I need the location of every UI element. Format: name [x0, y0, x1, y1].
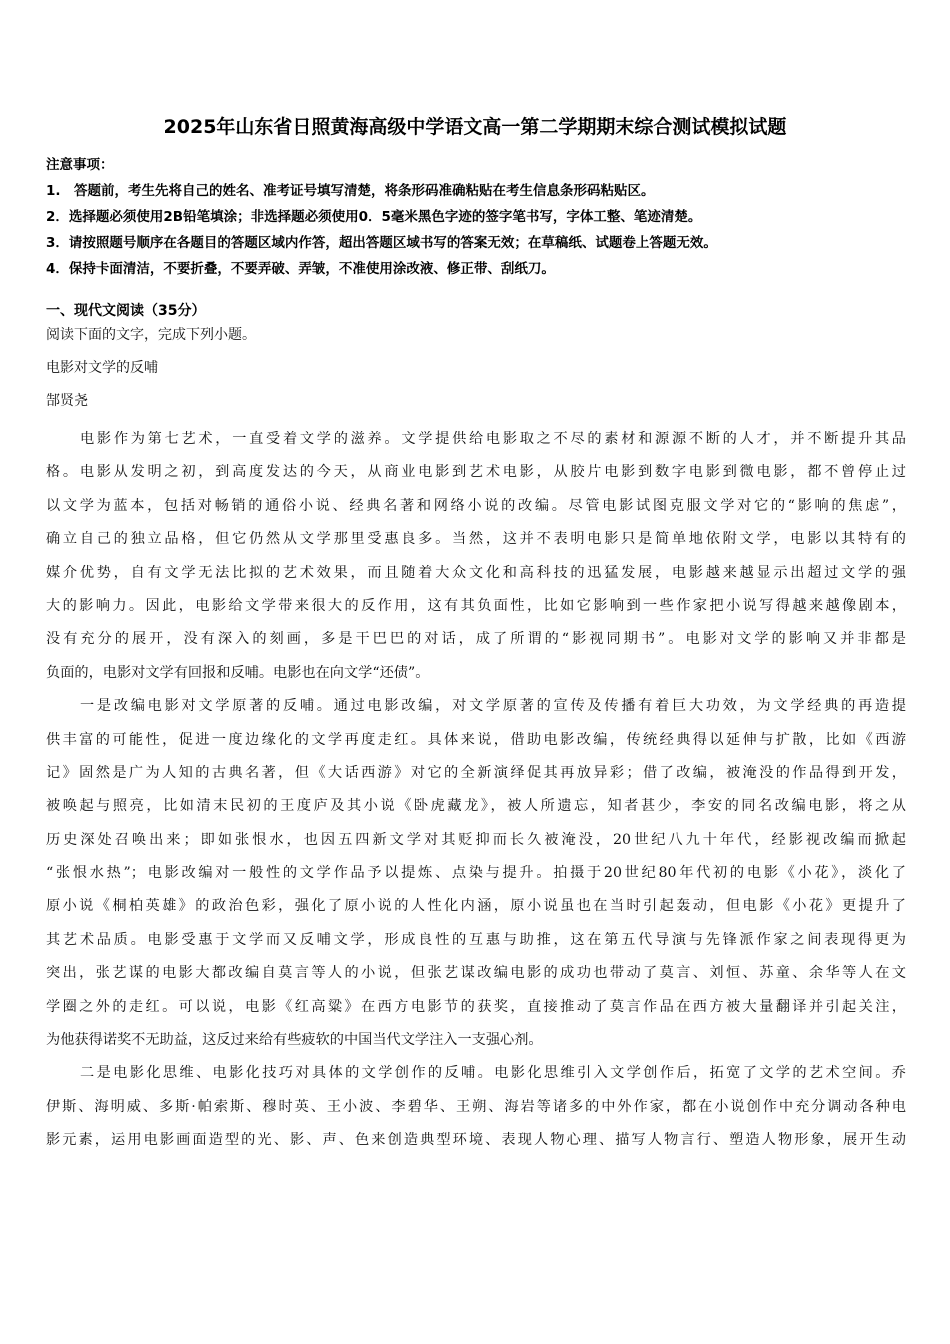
notice-heading: 注意事项：: [46, 157, 114, 173]
text-line: 影元素，运用电影画面造型的光、影、声、色来创造典型环境、表现人物心理、描写人物言行、塑造人物形象，展开生动: [46, 1132, 906, 1149]
article-title: 电影对文学的反哺: [46, 360, 158, 376]
text-line: 一是改编电影对文学原著的反哺。通过电影改编，对文学原著的宣传及传播有着巨大功效，为文学经典的再造提: [80, 698, 906, 715]
text-line: 负面的，电影对文学有回报和反哺。电影也在向文学“还债”。: [46, 664, 430, 681]
text-line: 供丰富的可能性，促进一度边缘化的文学再度走红。具体来说，借助电影改编，传统经典得以延伸与扩散，比如《西游: [46, 731, 906, 748]
text-line: 大的影响力。因此，电影给文学带来很大的反作用，这有其负面性，比如它影响到一些作家把小说写得越来越像剧本，: [46, 597, 906, 614]
text-line: 其艺术品质。电影受惠于文学而又反哺文学，形成良性的互惠与助推，这在第五代导演与先锋派作家之间表现得更为: [46, 931, 906, 948]
text-line: 二是电影化思维、电影化技巧对具体的文学创作的反哺。电影化思维引入文学创作后，拓宽了文学的艺术空间。乔: [80, 1065, 906, 1082]
text-line: 以文学为蓝本，包括对畅销的通俗小说、经典名著和网络小说的改编。尽管电影试图克服文学对它的“影响的焦虑”，: [46, 497, 906, 514]
notice-block: [46, 152, 916, 282]
text-line: 历史深处召唤出来；即如张恨水，也因五四新文学对其贬抑而长久被淹没，20世纪八九十年代，经影视改编而掀起: [46, 831, 906, 848]
article-body: [46, 425, 906, 1160]
text-line: “张恨水热”；电影改编对一般性的文学作品予以提炼、点染与提升。拍摄于20世纪80年代初的电影《小花》，淡化了: [46, 865, 906, 882]
text-line: 记》固然是广为人知的古典名著，但《大话西游》对它的全新演绎促其再放异彩；借了改编，被淹没的作品得到开发，: [46, 764, 906, 781]
notice-item: 2．选择题必须使用2B铅笔填涂；非选择题必须使用0．5毫米黑色字迹的签字笔书写，字体工整、笔迹清楚。: [46, 209, 702, 225]
notice-item: 4．保持卡面清洁，不要折叠，不要弄破、弄皱，不准使用涂改液、修正带、刮纸刀。: [46, 261, 555, 277]
text-line: 媒介优势，自有文学无法比拟的艺术效果，而且随着大众文化和高科技的迅猛发展，电影越来越显示出超过文学的强: [46, 564, 906, 581]
text-line: 没有充分的展开，没有深入的刻画，多是干巴巴的对话，成了所谓的“影视同期书”。电影对文学的影响又并非都是: [46, 631, 906, 648]
text-line: 伊斯、海明威、多斯·帕索斯、穆时英、王小波、李碧华、王朔、海岩等诸多的中外作家，都在小说创作中充分调动各种电: [46, 1098, 906, 1115]
article-author: 郜贤尧: [46, 393, 88, 409]
text-line: 确立自己的独立品格，但它仍然从文学那里受惠良多。当然，这并不表明电影只是简单地依附文学，电影以其特有的: [46, 531, 906, 548]
page-title: 2025年山东省日照黄海高级中学语文高一第二学期期末综合测试模拟试题: [163, 116, 787, 138]
text-line: 电影作为第七艺术，一直受着文学的滋养。文学提供给电影取之不尽的素材和源源不断的人才，并不断提升其品: [80, 431, 906, 447]
notice-item: 1. 答题前，考生先将自己的姓名、准考证号填写清楚，将条形码准确粘贴在考生信息条形码粘贴区。: [46, 183, 655, 199]
text-line: 为他获得诺奖不无助益，这反过来给有些疲软的中国当代文学注入一支强心剂。: [46, 1032, 543, 1049]
text-line: 原小说《桐柏英雄》的政治色彩，强化了原小说的人性化内涵，原小说虽也在当时引起轰动，但电影《小花》更提升了: [46, 898, 906, 915]
text-line: 被唤起与照亮，比如清末民初的王度庐及其小说《卧虎藏龙》，被人所遗忘，知者甚少，李安的同名改编电影，将之从: [46, 798, 906, 815]
text-line: 格。电影从发明之初，到高度发达的今天，从商业电影到艺术电影，从胶片电影到数字电影到微电影，都不曾停止过: [46, 464, 906, 481]
reading-instruction: 阅读下面的文字，完成下列小题。: [46, 327, 256, 343]
text-line: 突出，张艺谋的电影大都改编自莫言等人的小说，但张艺谋改编电影的成功也带动了莫言、刘恒、苏童、余华等人在文: [46, 965, 906, 982]
text-line: 学圈之外的走红。可以说，电影《红高粱》在西方电影节的获奖，直接推动了莫言作品在西方被大量翻译并引起关注，: [46, 998, 906, 1015]
notice-item: 3．请按照题号顺序在各题目的答题区域内作答，超出答题区域书写的答案无效；在草稿纸、试题卷上答题无效。: [46, 235, 717, 251]
section-heading: 一、现代文阅读（35分）: [46, 303, 206, 319]
